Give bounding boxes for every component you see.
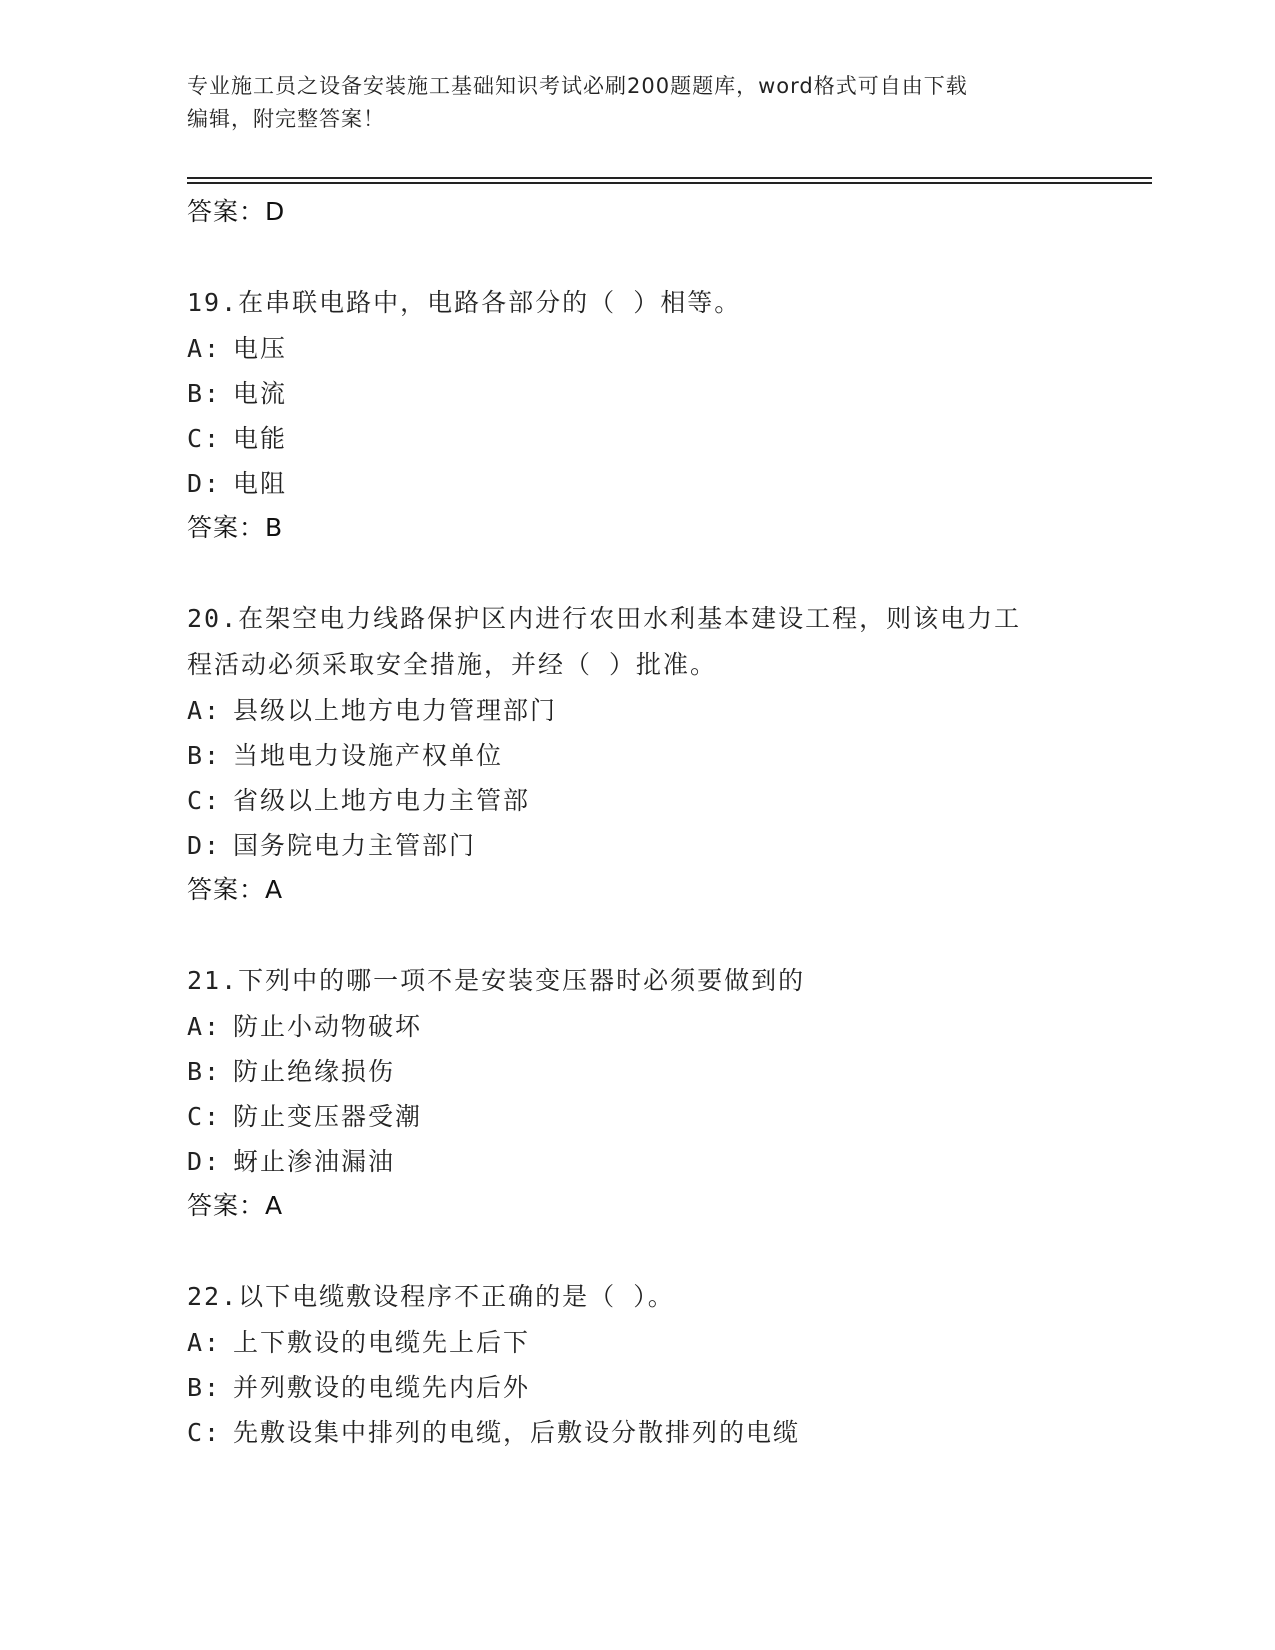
option-d (187, 461, 1087, 506)
option-text: 省级以上地方电力主管部 (233, 786, 531, 815)
option-letter: C: (187, 1102, 222, 1131)
option-text: 防止变压器受潮 (233, 1102, 423, 1131)
question-text-continued: 程活动必须采取安全措施，并经（ ）批准。 (187, 650, 718, 679)
option-text: 防止小动物破坏 (233, 1012, 423, 1041)
option-a (187, 1004, 1087, 1049)
option-letter: B: (187, 741, 222, 770)
option-letter: A: (187, 696, 222, 725)
answer-line: 答案：A (187, 1191, 284, 1220)
spacer (187, 550, 1087, 596)
option-b (187, 371, 1087, 416)
option-letter: A: (187, 1012, 222, 1041)
option-c (187, 1410, 1087, 1455)
option-b (187, 1365, 1087, 1410)
option-letter: A: (187, 1328, 222, 1357)
answer-line: 答案：A (187, 875, 284, 904)
page-header (187, 70, 1087, 136)
question-content (187, 190, 1087, 1455)
option-letter: D: (187, 831, 222, 860)
option-text: 电阻 (233, 469, 288, 498)
option-text: 上下敷设的电缆先上后下 (233, 1328, 531, 1357)
option-c (187, 778, 1087, 823)
question-block (187, 280, 1087, 550)
option-c (187, 416, 1087, 461)
option-letter: B: (187, 1373, 222, 1402)
option-letter: C: (187, 424, 222, 453)
question-text: 21.下列中的哪一项不是安装变压器时必须要做到的 (187, 966, 806, 995)
option-text: 电流 (233, 379, 288, 408)
option-text: 并列敷设的电缆先内后外 (233, 1373, 531, 1402)
option-text: 电能 (233, 424, 288, 453)
spacer (187, 912, 1087, 958)
option-a (187, 688, 1087, 733)
header-divider-bottom (187, 182, 1152, 184)
question-block (187, 958, 1087, 1228)
option-letter: C: (187, 786, 222, 815)
option-b (187, 1049, 1087, 1094)
option-letter: A: (187, 334, 222, 363)
option-d (187, 1139, 1087, 1184)
option-text: 防止绝缘损伤 (233, 1057, 396, 1086)
header-line-1: 专业施工员之设备安装施工基础知识考试必刷200题题库，word格式可自由下载 (187, 74, 968, 98)
spacer (187, 234, 1087, 280)
option-letter: B: (187, 379, 222, 408)
answer-line: 答案：B (187, 513, 284, 542)
option-letter: D: (187, 1147, 222, 1176)
option-a (187, 326, 1087, 371)
option-letter: D: (187, 469, 222, 498)
spacer (187, 1228, 1087, 1274)
question-text: 19.在串联电路中，电路各部分的（ ）相等。 (187, 288, 742, 317)
option-text: 国务院电力主管部门 (233, 831, 477, 860)
option-text: 电压 (233, 334, 288, 363)
option-d (187, 823, 1087, 868)
option-text: 当地电力设施产权单位 (233, 741, 504, 770)
option-text: 先敷设集中排列的电缆，后敷设分散排列的电缆 (233, 1418, 801, 1447)
option-text: 县级以上地方电力管理部门 (233, 696, 558, 725)
header-divider-top (187, 177, 1152, 179)
question-text: 20.在架空电力线路保护区内进行农田水利基本建设工程，则该电力工 (187, 604, 1022, 633)
option-text: 蚜止渗油漏油 (233, 1147, 396, 1176)
header-line-2: 编辑，附完整答案！ (187, 107, 385, 131)
question-block (187, 1274, 1087, 1455)
option-c (187, 1094, 1087, 1139)
option-a (187, 1320, 1087, 1365)
question-text: 22.以下电缆敷设程序不正确的是（ ）。 (187, 1282, 675, 1311)
question-block (187, 596, 1087, 912)
option-letter: C: (187, 1418, 222, 1447)
answer-line: 答案：D (187, 197, 286, 226)
option-letter: B: (187, 1057, 222, 1086)
option-b (187, 733, 1087, 778)
